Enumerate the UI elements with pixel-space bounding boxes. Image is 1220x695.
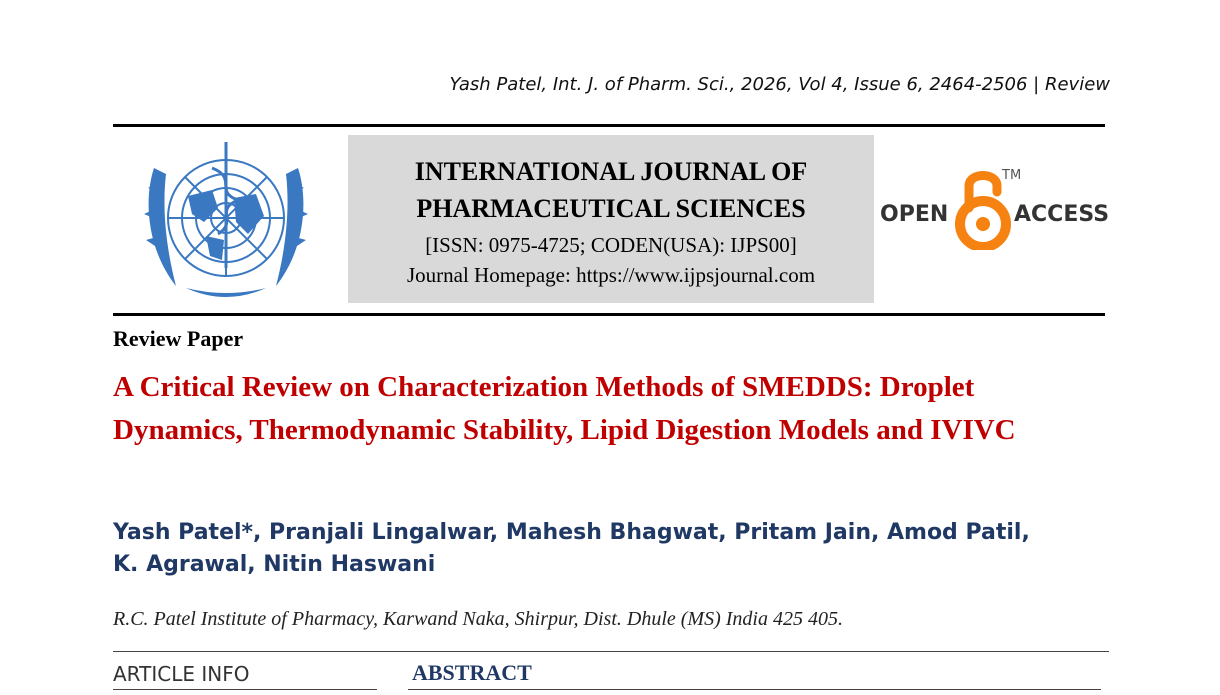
authors-line2: K. Agrawal, Nitin Haswani <box>113 552 436 577</box>
journal-name-line2: PHARMACEUTICAL SCIENCES <box>416 194 806 223</box>
paper-type: Review Paper <box>113 326 244 351</box>
authors-line1: Yash Patel*, Pranjali Lingalwar, Mahesh Bhagwat, Pritam Jain, Amod Patil, <box>113 520 1030 545</box>
open-access-trademark: TM <box>1002 168 1022 183</box>
article-info-underline <box>113 689 377 690</box>
author-list <box>113 517 1103 581</box>
who-emblem-icon <box>126 138 326 306</box>
open-access-access-text: ACCESS <box>1014 202 1110 227</box>
info-divider <box>113 651 1109 652</box>
journal-issn: [ISSN: 0975-4725; CODEN(USA): IJPS00] <box>425 233 797 257</box>
citation-header: Yash Patel, Int. J. of Pharm. Sci., 2026, Vol 4, Issue 6, 2464-2506 | Review <box>449 74 1110 95</box>
open-access-open-text: OPEN <box>880 202 949 227</box>
journal-name-line1: INTERNATIONAL JOURNAL OF <box>414 157 808 186</box>
top-divider <box>113 124 1105 127</box>
header-divider <box>113 313 1105 316</box>
abstract-heading: ABSTRACT <box>412 660 532 685</box>
journal-banner <box>348 135 874 303</box>
open-access-logo <box>880 162 1110 252</box>
journal-homepage-link[interactable]: Journal Homepage: https://www.ijpsjournal.com <box>406 263 816 287</box>
paper-title: A Critical Review on Characterization Methods of SMEDDS: Droplet Dynamics, Thermodynamic Stability, Lipid Digestion Models and IVIVC <box>113 371 1016 446</box>
abstract-underline <box>408 689 1101 690</box>
article-info-heading: ARTICLE INFO <box>113 662 250 686</box>
affiliation: R.C. Patel Institute of Pharmacy, Karwand Naka, Shirpur, Dist. Dhule (MS) India 425 405. <box>113 608 843 630</box>
